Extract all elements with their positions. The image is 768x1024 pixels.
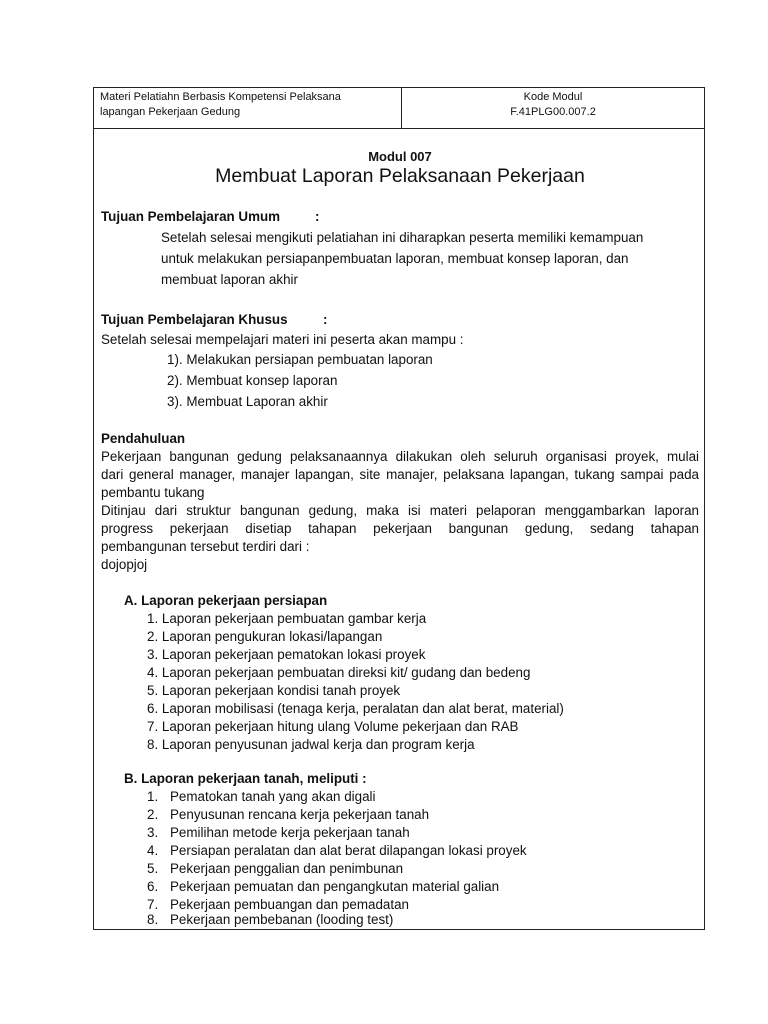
section-b-item-text: Persiapan peralatan dan alat berat dilapangan lokasi proyek	[170, 843, 527, 858]
section-b-item-num: 8.	[147, 912, 159, 927]
module-title: Membuat Laporan Pelaksanaan Pekerjaan	[215, 165, 585, 187]
section-a-item: 6. Laporan mobilisasi (tenaga kerja, peralatan dan alat berat, material)	[147, 701, 564, 716]
section-b-item-text: Penyusunan rencana kerja pekerjaan tanah	[170, 807, 430, 822]
header-code-value: F.41PLG00.007.2	[510, 106, 596, 118]
tpk-item: 3). Membuat Laporan akhir	[167, 394, 328, 409]
pendahuluan-line: dari general manager, manajer lapangan, site manajer, pelaksana lapangan, tukang sampai pada	[101, 467, 699, 482]
tpk-item: 1). Melakukan persiapan pembuatan laporan	[167, 352, 433, 367]
section-b-item-text: Pemilihan metode kerja pekerjaan tanah	[170, 825, 410, 840]
tpk-colon: :	[323, 312, 328, 327]
tpk-item: 2). Membuat konsep laporan	[167, 373, 338, 388]
pendahuluan-line: Pekerjaan bangunan gedung pelaksanaannya dilakukan oleh seluruh organisasi proyek, mulai	[101, 449, 699, 464]
section-a-item: 2. Laporan pengukuran lokasi/lapangan	[147, 629, 383, 644]
tpu-heading-text: Tujuan Pembelajaran Umum	[101, 209, 281, 224]
section-b-item-num: 2.	[147, 807, 159, 822]
section-a-item: 1. Laporan pekerjaan pembuatan gambar kerja	[147, 611, 427, 626]
section-a-item: 5. Laporan pekerjaan kondisi tanah proyek	[147, 683, 401, 698]
section-b-item-text: Pekerjaan pembuangan dan pemadatan	[170, 897, 409, 912]
section-a-item: 7. Laporan pekerjaan hitung ulang Volume pekerjaan dan RAB	[147, 719, 519, 734]
tpu-heading	[101, 208, 320, 226]
section-a-item: 3. Laporan pekerjaan pematokan lokasi proyek	[147, 647, 426, 662]
section-b-item-num: 7.	[147, 897, 159, 912]
pendahuluan-line: Ditinjau dari struktur bangunan gedung, maka isi materi pelaporan menggambarkan laporan	[101, 503, 699, 518]
module-body	[93, 129, 705, 930]
tpu-line: membuat laporan akhir	[161, 272, 298, 287]
section-b-item-num: 1.	[147, 789, 159, 804]
section-b-item-text: Pekerjaan pemuatan dan pengangkutan material galian	[170, 879, 500, 894]
header-code-label: Kode Modul	[523, 91, 583, 103]
tpk-heading-text: Tujuan Pembelajaran Khusus	[101, 312, 288, 327]
section-b-item	[147, 824, 410, 842]
tpu-colon: :	[315, 209, 320, 224]
pendahuluan-line: dojopjoj	[101, 557, 148, 572]
pendahuluan-line: pembantu tukang	[101, 485, 205, 500]
section-b-item	[147, 788, 375, 806]
header-course-line1: Materi Pelatiahn Berbasis Kompetensi Pelaksana	[100, 91, 341, 103]
section-a-item: 8. Laporan penyusunan jadwal kerja dan program kerja	[147, 737, 475, 752]
section-b-item-text: Pekerjaan pembebanan (looding test)	[170, 912, 394, 927]
header-table	[93, 87, 705, 129]
section-a-item: 4. Laporan pekerjaan pembuatan direksi kit/ gudang dan bedeng	[147, 665, 531, 680]
section-b-item-num: 6.	[147, 879, 159, 894]
tpu-line: Setelah selesai mengikuti pelatiahan ini diharapkan peserta memiliki kemampuan	[161, 230, 644, 245]
section-b-item-text: Pematokan tanah yang akan digali	[170, 789, 376, 804]
section-a-heading: A. Laporan pekerjaan persiapan	[124, 593, 328, 608]
section-b-item	[147, 911, 393, 929]
pendahuluan-line: progress pekerjaan disetiap tahapan pekerjaan bangunan gedung, sedang tahapan	[101, 521, 699, 536]
header-course-cell	[94, 88, 402, 128]
pendahuluan-line: pembangunan tersebut terdiri dari :	[101, 539, 310, 554]
pendahuluan-heading: Pendahuluan	[101, 431, 186, 446]
section-b-heading: B. Laporan pekerjaan tanah, meliputi :	[124, 771, 367, 786]
tpu-line: untuk melakukan persiapanpembuatan laporan, membuat konsep laporan, dan	[161, 251, 629, 266]
section-b-item	[147, 842, 527, 860]
section-b-item-text: Pekerjaan penggalian dan penimbunan	[170, 861, 404, 876]
tpk-heading	[101, 311, 328, 329]
header-code-cell	[402, 88, 704, 128]
header-course-line2: lapangan Pekerjaan Gedung	[100, 106, 241, 118]
section-b-item-num: 4.	[147, 843, 159, 858]
section-b-item-num: 3.	[147, 825, 159, 840]
tpk-intro: Setelah selesai mempelajari materi ini peserta akan mampu :	[101, 332, 464, 347]
module-number: Modul 007	[368, 149, 432, 164]
section-b-item	[147, 806, 429, 824]
section-b-item	[147, 860, 403, 878]
section-b-item-num: 5.	[147, 861, 159, 876]
section-b-item	[147, 878, 499, 896]
